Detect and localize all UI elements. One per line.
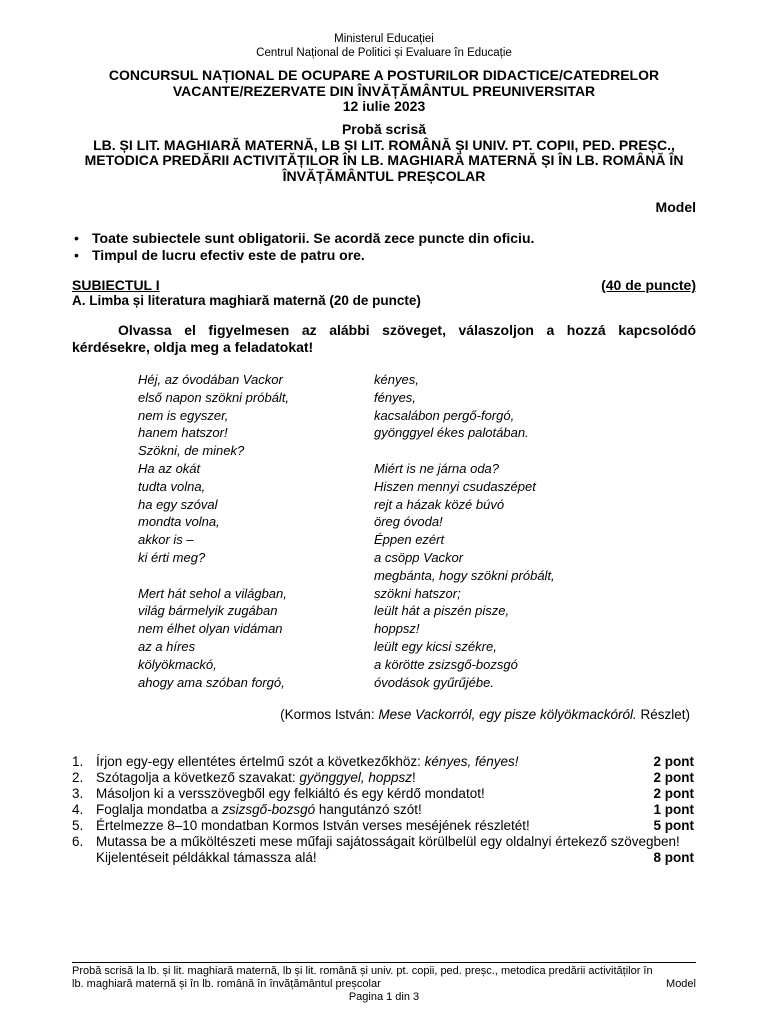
poem-line: világ bármelyik zugában (138, 603, 278, 619)
poem-line: öreg óvoda! (374, 514, 443, 530)
question-text (96, 770, 416, 786)
question-text (96, 834, 680, 850)
title-line-1: CONCURSUL NAȚIONAL DE OCUPARE A POSTURILOR DIDACTICE/CATEDRELOR (108, 67, 660, 83)
question-text-emphasis: kényes, fényes! (424, 754, 519, 769)
poem-line: első napon szökni próbált, (138, 389, 290, 405)
instruction-text: Olvassa el figyelmesen az alábbi szöveget, válaszoljon a hozzá kapcsolódó kérdésekre, oldja meg a feladatokat! (72, 322, 696, 355)
exam-date: 12 iulie 2023 (342, 98, 426, 114)
subject-line-3: ÎNVĂȚĂMÂNTUL PREȘCOLAR (282, 167, 486, 184)
poem-line: nem élhet olyan vidáman (138, 621, 283, 637)
poem-line: az a híres (138, 638, 196, 654)
stanza-break (138, 567, 289, 585)
poem-source (280, 707, 690, 722)
question-points: 2 pont (653, 786, 694, 801)
subject-points: (40 de puncte) (601, 277, 696, 293)
footer-line-2 (72, 978, 696, 991)
question-text-main: Értelmezze 8–10 mondatban Kormos István verses meséjének részletét! (96, 818, 530, 833)
exam-subject-title (72, 122, 696, 184)
question-text (96, 786, 485, 802)
rule-item: • Toate subiectele sunt obligatorii. Se acordă zece puncte din oficiu. (72, 230, 696, 247)
question-text-after: hangutánzó szót! (315, 802, 422, 817)
poem-line: Miért is ne járna oda? (374, 460, 500, 476)
source-work-title: Mese Vackorról, egy pisze kölyökmackóról. (378, 707, 637, 722)
source-suffix: Részlet) (636, 707, 690, 722)
document-page (72, 0, 696, 1024)
poem-line: leült egy kicsi székre, (374, 638, 497, 654)
question-points: 2 pont (653, 770, 694, 785)
question-points: 5 pont (653, 818, 694, 833)
poem-line: leült hát a piszén pisze, (374, 603, 510, 619)
stanza-break (374, 442, 555, 460)
contest-title (72, 68, 696, 115)
question-number: 6. (72, 834, 84, 849)
question-text-after: ! (411, 770, 416, 785)
question-number: 1. (72, 754, 84, 769)
poem-column-left (138, 371, 289, 691)
poem-line: hanem hatszor! (138, 425, 228, 441)
question-points: 8 pont (653, 850, 694, 865)
poem-line: Héj, az óvodában Vackor (138, 372, 283, 387)
question-text (96, 802, 422, 818)
page-number: Pagina 1 din 3 (348, 991, 420, 1003)
poem-line: Éppen ezért (374, 532, 445, 548)
institution-header (72, 32, 696, 60)
poem-line: gyönggyel ékes palotában. (374, 425, 529, 441)
title-line-2: VACANTE/REZERVATE DIN ÎNVĂȚĂMÂNTUL PREUNIVERSITAR (172, 82, 596, 99)
question-number: 5. (72, 818, 84, 833)
page-footer (72, 962, 696, 1004)
poem-line: Mert hát sehol a világban, (138, 585, 287, 601)
poem-line: a csöpp Vackor (374, 549, 464, 565)
poem-line: megbánta, hogy szökni próbált, (374, 567, 555, 583)
section-a-heading: A. Limba și literatura maghiară maternă (20 de puncte) (72, 293, 421, 308)
poem-line: óvodások gyűrűjébe. (374, 674, 494, 690)
poem-line: Szökni, de minek? (138, 443, 245, 459)
question-text-main: Írjon egy-egy ellentétes értelmű szót a következőkhöz: (96, 754, 425, 769)
question-text-main: Foglalja mondatba a (96, 802, 223, 817)
poem-line: tudta volna, (138, 478, 206, 494)
rule-item: • Timpul de lucru efectiv este de patru ore. (72, 247, 696, 264)
poem-line: kacsalábon pergő-forgó, (374, 407, 515, 423)
poem-line: kényes, (374, 372, 419, 387)
model-label: Model (655, 199, 696, 215)
question-number: 3. (72, 786, 84, 801)
poem-line: a körötte zsizsgő-bozsgó (374, 656, 518, 672)
poem-line: mondta volna, (138, 514, 220, 530)
center-name: Centrul Național de Politici și Evaluare în Educație (256, 47, 512, 59)
question-text-main: Mutassa be a műköltészeti mese műfaji sajátosságait körülbelül egy oldalnyi értekező szövegben! (96, 834, 680, 849)
poem-line: nem is egyszer, (138, 407, 229, 423)
subject-line-1: LB. ȘI LIT. MAGHIARĂ MATERNĂ, LB ȘI LIT. ROMÂNĂ ȘI UNIV. PT. COPII, PED. PREȘC., (93, 136, 675, 153)
poem-line: rejt a házak közé búvó (374, 496, 505, 512)
poem-line: kölyökmackó, (138, 656, 217, 672)
question-text-main: Másoljon ki a versszövegből egy felkiáltó és egy kérdő mondatot! (96, 786, 485, 801)
footer-model-label: Model (666, 978, 696, 990)
footer-line-1: Probă scrisă la lb. și lit. maghiară maternă, lb și lit. română și univ. pt. copii, ped. preșc., metodica predării activităților în (72, 965, 653, 977)
poem-line: akkor is – (138, 532, 194, 548)
rules-list (72, 230, 696, 264)
footer-line-2-text: lb. maghiară maternă și în lb. română în învățământul preșcolar (72, 978, 381, 990)
poem-line: ki érti meg? (138, 549, 206, 565)
poem-line: fényes, (374, 389, 416, 405)
subject-line-2: METODICA PREDĂRII ACTIVITĂȚILOR ÎN LB. MAGHIARĂ MATERNĂ ȘI ÎN LB. ROMÂNĂ ÎN (84, 152, 684, 168)
poem-line: Ha az okát (138, 460, 201, 476)
ministry-name: Ministerul Educației (334, 33, 434, 45)
question-text (96, 818, 530, 834)
question-number: 2. (72, 770, 84, 785)
poem-column-right (374, 371, 555, 691)
question-continuation: Kijelentéseit példákkal támassza alá! (96, 850, 317, 865)
subject-label: SUBIECTUL I (72, 277, 160, 293)
question-points: 1 pont (653, 802, 694, 817)
poem-line: ahogy ama szóban forgó, (138, 674, 285, 690)
poem-line: szökni hatszor; (374, 585, 461, 601)
question-number: 4. (72, 802, 84, 817)
subject-heading (72, 277, 696, 293)
question-text (96, 754, 518, 770)
question-text-emphasis: zsizsgő-bozsgó (222, 802, 316, 817)
poem-line: hoppsz! (374, 621, 420, 637)
question-text-emphasis: gyönggyel, hoppsz (299, 770, 412, 785)
question-points: 2 pont (653, 754, 694, 769)
question-text-main: Szótagolja a következő szavakat: (96, 770, 300, 785)
source-author: (Kormos István: (280, 707, 379, 722)
poem-line: Hiszen mennyi csudaszépet (374, 478, 536, 494)
exam-type: Probă scrisă (341, 121, 427, 137)
poem-line: ha egy szóval (138, 496, 218, 512)
